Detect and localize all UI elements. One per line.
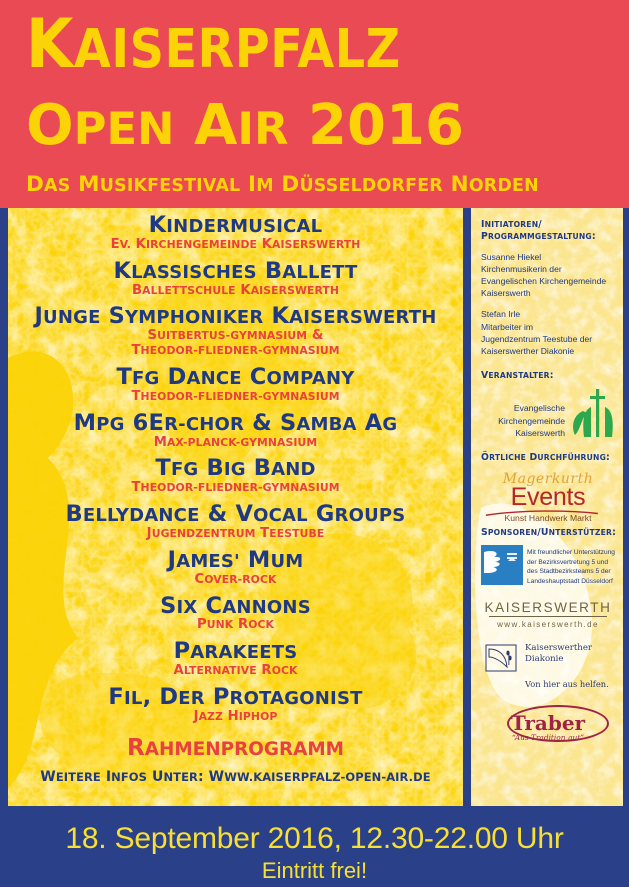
duesseldorf-sponsor-text-body: Mit freundlicher Unterstützung der Bezirksvertretung 5 und des Stadtbezirksteams 5 der Landeshauptstadt Düsseldorf: [527, 548, 615, 585]
program-act-name: KINDERMUSICAL: [148, 212, 323, 238]
program-act: [8, 546, 463, 588]
duesseldorf-sponsor-text: [523, 545, 615, 586]
program-act-subtitle: MAX-PLANCK-GYMNASIUM: [153, 434, 318, 450]
traber-logo: [481, 703, 615, 745]
festival-title-line2-text: OPEN AIR 2016: [26, 93, 464, 158]
duesseldorf-city-logo-icon: [481, 545, 523, 585]
traber-logo-name: Traber: [510, 711, 586, 736]
festival-title-line1-text: KAISERPFALZ: [26, 5, 401, 84]
festival-title-line1: [26, 5, 611, 84]
durchfuehrung-heading-text: ÖRTLICHE DURCHFÜHRUNG:: [481, 452, 610, 464]
veranstalter-row: [481, 387, 615, 439]
program-act: [8, 457, 463, 496]
diakonie-crown-logo-icon: [485, 643, 519, 673]
kaiserswerth-logo-name: KAISERSWERTH: [484, 600, 612, 616]
sidebar-content: [471, 208, 623, 806]
sponsoren-heading: [481, 527, 615, 539]
initiator-2: [481, 308, 615, 357]
kaiserswerth-logo-rule: [489, 616, 607, 617]
festival-title-line2: [26, 93, 616, 158]
initiator-1-text: Susanne Hiekel Kirchenmusikerin der Evangelischen Kirchengemeinde Kaiserswerth: [481, 251, 607, 299]
program-act-subtitle: BALLETTSCHULE KAISERSWERTH: [131, 282, 340, 298]
kaiserswerth-logo: [481, 600, 615, 629]
durchfuehrung-heading: [481, 452, 615, 464]
program-act-name: JUNGE SYMPHONIKER KAISERSWERTH: [34, 303, 437, 330]
diakonie-slogan: Von hier aus helfen.: [525, 679, 609, 690]
kaiserswerth-logo-url[interactable]: www.kaiserswerth.de: [497, 620, 599, 630]
rahmenprogramm-label: RAHMENPROGRAMM: [127, 734, 344, 761]
program-act-subtitle: SUITBERTUS-GYMNASIUM & THEODOR-FLIEDNER-GYMNASIUM: [131, 328, 340, 359]
program-act: [8, 257, 463, 299]
initiators-heading: [481, 219, 615, 244]
program-act-name: SIX CANNONS: [160, 592, 311, 619]
sponsoren-heading-text: SPONSOREN/UNTERSTÜTZER:: [481, 526, 617, 538]
evangelische-kirche-logo-icon: [571, 387, 615, 439]
program-act-name: PARAKEETS: [173, 638, 298, 665]
program-act-name: FIL, DER PROTAGONIST: [108, 683, 363, 710]
program-act-subtitle: JAZZ HIPHOP: [193, 708, 278, 724]
program-act: [8, 305, 463, 359]
veranstalter-heading-text: VERANSTALTER:: [481, 370, 554, 382]
magerkurth-events-text: Events: [510, 482, 586, 511]
festival-tagline: [26, 172, 618, 197]
magerkurth-tagline-text: Kunst Handwerk Markt: [504, 512, 592, 523]
program-act: [8, 363, 463, 405]
program-act-subtitle: THEODOR-FLIEDNER-GYMNASIUM: [131, 480, 340, 496]
veranstalter-name-text: Evangelische Kirchengemeinde Kaiserswerth: [498, 403, 565, 438]
diakonie-name-text: Kaiserswerther Diakonie: [525, 643, 593, 664]
initiator-1: [481, 251, 615, 300]
program-act: [8, 640, 463, 679]
program-act-subtitle: EV. KIRCHENGEMEINDE KAISERSWERTH: [110, 236, 361, 252]
program-act-name: BELLYDANCE & VOCAL GROUPS: [65, 501, 406, 528]
poster-header: [0, 0, 629, 208]
poster-footer: [0, 813, 629, 887]
program-act: [8, 592, 463, 634]
veranstalter-name: [481, 402, 571, 439]
program-act: [8, 503, 463, 542]
program-act-name: MPG 6ER-CHOR & SAMBA AG: [73, 409, 398, 436]
program-act-name: JAMES' MUM: [167, 546, 304, 573]
program-act-name: KLASSISCHES BALLETT: [113, 257, 358, 284]
initiator-2-text: Stefan Irle Mitarbeiter im Jugendzentrum Teestube der Kaiserswerther Diakonie: [481, 309, 593, 356]
traber-logo-slogan: “Aus Tradition gut”: [511, 733, 585, 743]
magerkurth-events-logo: [481, 471, 615, 523]
program-act: [8, 214, 463, 253]
program-act-subtitle: JUGENDZENTRUM TEESTUBE: [146, 526, 325, 542]
duesseldorf-sponsor-block: [481, 545, 615, 586]
program-act-subtitle: ALTERNATIVE ROCK: [173, 663, 298, 679]
diakonie-logo-block: [481, 643, 615, 673]
veranstalter-heading: [481, 370, 615, 382]
program-list: [8, 214, 463, 785]
event-entry-info: Eintritt frei!: [261, 858, 368, 883]
initiators-heading-text: INITIATOREN/ PROGRAMMGESTALTUNG:: [481, 219, 596, 243]
program-act-name: TFG DANCE COMPANY: [116, 363, 355, 390]
poster-body: [0, 208, 629, 813]
event-date-time: 18. September 2016, 12.30-22.00 Uhr: [65, 822, 564, 855]
sponsor-sidebar: [471, 208, 623, 806]
program-act-subtitle: THEODOR-FLIEDNER-GYMNASIUM: [131, 388, 340, 404]
more-info-url[interactable]: WEITERE INFOS UNTER: WWW.KAISERPFALZ-OPEN-AIR.DE: [40, 768, 431, 785]
program-act: [8, 683, 463, 725]
magerkurth-script-text: Magerkurth: [502, 470, 594, 487]
program-act-subtitle: COVER-ROCK: [194, 571, 277, 587]
program-act-name: TFG BIG BAND: [155, 455, 316, 482]
diakonie-name: [519, 643, 592, 665]
festival-tagline-text: DAS MUSIKFESTIVAL IM DÜSSELDORFER NORDEN: [26, 172, 539, 197]
program-panel: [8, 208, 463, 806]
program-act-subtitle: PUNK ROCK: [196, 617, 275, 633]
program-act: [8, 409, 463, 451]
